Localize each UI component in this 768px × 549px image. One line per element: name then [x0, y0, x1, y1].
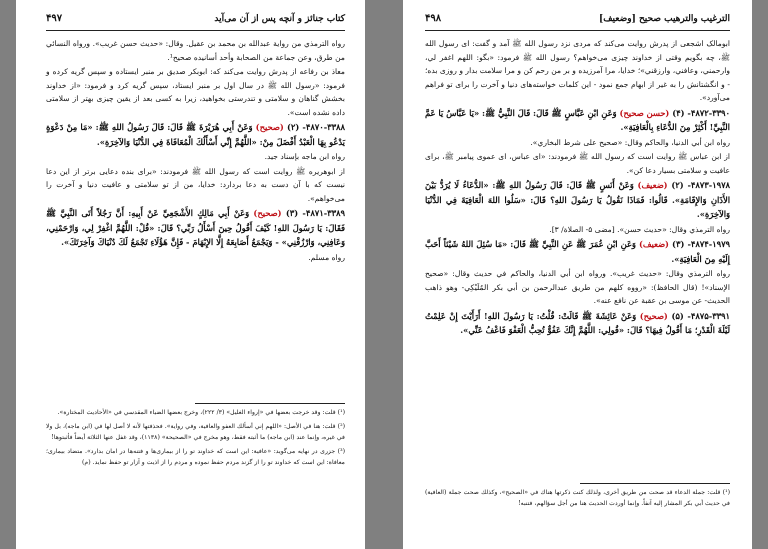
grade-label: (صحيح) [639, 310, 668, 321]
footnote: (¹) قلت: جملة الدعاء قد صحت من طريق أخرى، ولذلك كنت ذكرتها هناك في «الصحيح»، وكذلك صحت جملة (العافية) في حديث أبي بكر المشار إليه آنفاً. وإنما أوردت الحديث هنا من أجل سؤالهم، فتنبه! [425, 489, 730, 507]
hadith-5 [425, 178, 730, 222]
page-number: ۴۹۸ [425, 13, 442, 24]
page-gutter [365, 0, 403, 549]
grade-label: (ضعيف) [638, 239, 669, 249]
hadith-text: وَعَنْ أَنَسٍ ﷺ قَالَ: قَالَ رَسُولُ اللهِ ﷺ: «الدُّعَاءُ لَا يُرَدُّ بَيْنَ الأَذَانِ وَالإِقَامَةِ». قَالُوا: فَمَاذَا نَقُولُ يَا رَسُولَ اللهِ؟ قَالَ: «سَلُوا اللهَ الْعَافِيَةَ فِي الدُّنْيَا وَالآخِرَةِ». [425, 180, 730, 219]
source-note: رواه ابن أبي الدنيا، والحاكم وقال: «صحيح على شرط البخاري». [530, 137, 730, 147]
right-page [403, 0, 752, 549]
footnotes [46, 403, 345, 468]
footnote-divider [580, 483, 730, 484]
translation-paragraph: از ابن عباس ﷺ روایت است که رسول الله ﷺ فرمودند: «ای عباس، ای عموی پیامبر ﷺ، برای عافیت و سلامتی بسیار دعا کن». [425, 152, 730, 175]
hadith-number: ۴۸۷۰-۳۳۸۸- (۲) [283, 122, 345, 132]
page-header [425, 8, 730, 31]
footnote: (²) قلت: هنا في الأصل: «اللهم إني أسألك العفو والعافية، وفي رواية». فحذفتها لأنه لا أصل لها في (ابن ماجه)، بل ولا في غيره، وإنما عند (ابن ماجه) ما أثبته فقط، وهو مخرج في «الصحيحة» (۱۱۳۸)، وقد غفل عنها الثلاثة أيضاً فأثبتوها! [46, 423, 345, 441]
grade-label: (حسن صحيح) [619, 107, 670, 118]
footnote: (¹) قلت: وقد خرجت بعضها في «إرواء الغليل» (۳/ ۲۲۲)، وخرج بعضها الضياء المقدسي في «الأحاديث المختارة». [57, 409, 345, 416]
translation-paragraph: ابومالک اشجعی از پدرش روایت می‌کند که مردی نزد رسول الله ﷺ آمد و گفت: ای رسول الله ﷺ، چه بگویم وقتی از خداوند چیزی می‌خواهم؟ رسول الله ﷺ فرمود: «بگو: اللهم اغفر لي، وارحمني، وعافني، وارزقني»؛ خدایا، مرا آمرزیده و بر من رحم کن و مرا سلامت بدار و روزی بده؛ - و انگشتانش را به غیر از ابهام جمع نمود - این کلمات خواسته‌های دنیا و آخرت را برای تو فراهم می‌آورد». [425, 39, 730, 102]
footnotes [425, 483, 730, 509]
hadith-3 [46, 206, 345, 250]
hadith-text: وَعَنْ أَبِي مَالِكٍ الأَشْجَعِيِّ عَنْ أَبِيهِ: أَنَّ رَجُلاً أَتَى النَّبِيَّ ﷺ فَقَالَ: يَا رَسُولَ اللهِ! كَيْفَ أَقُولُ حِينَ أَسْأَلُ رَبِّي؟ قَالَ: «قُلْ: اللَّهُمَّ اغْفِرْ لِي، وَارْحَمْنِي، وَعَافِنِي، وَارْزُقْنِي» - وَيَجْمَعُ أَصَابِعَهُ إِلَّا الإِبْهَامَ - فَإِنَّ هَؤُلَاءِ تَجْمَعُ لَكَ دُنْيَاكَ وَآخِرَتَكَ». [46, 208, 345, 247]
hadith-text: وَعَنِ ابْنِ عَبَّاسٍ ﷺ قَالَ: قَالَ النَّبِيُّ ﷺ: «يَا عَبَّاسُ يَا عَمَّ النَّبِيِّ! أَكْثِرْ مِنَ الدُّعَاءِ بِالْعَافِيَةِ». [425, 107, 730, 132]
header-title: الترغيب والترهيب صحيح [وضعيف] [598, 14, 730, 24]
header-title: کتاب جنائز و آنچه پس از آن می‌آید [214, 14, 345, 24]
hadith-number: ۴۸۷۲-۳۳۹۰- (۴) [669, 107, 730, 118]
grade-label: (صحيح) [253, 208, 282, 218]
hadith-text: وَعَنْ عَائِشَةَ ﷺ قَالَتْ: قُلْتُ: يَا رَسُولَ اللهِ! أَرَأَيْتَ إِنْ عَلِمْتُ لَيْلَةَ الْقَدْرِ؛ مَا أَقُولُ فِيهَا؟ قَالَ: «قُولِي: اللَّهُمَّ إِنَّكَ عَفُوٌّ تُحِبُّ الْعَفْوَ فَاعْفُ عَنِّي». [425, 310, 730, 335]
hadith-text: وَعَنِ ابْنِ عُمَرَ ﷺ عَنِ النَّبِيِّ ﷺ قَالَ: «مَا سُئِلَ اللهُ شَيْئاً أَحَبَّ إِلَيْهِ مِنَ الْعَافِيَةِ». [425, 239, 730, 264]
hadith-number: ۴۸۷۴-۱۹۷۹- (۳) [668, 239, 730, 249]
hadith-2 [46, 120, 345, 149]
left-page [16, 0, 365, 549]
page-body [46, 37, 345, 264]
source-note: رواه مسلم. [308, 252, 345, 262]
translation-paragraph: معاذ بن رفاعه از پدرش روایت می‌کند که: ابوبکر صدیق بر منبر ایستاده و سپس گریه کرده و فرمود: «رسول الله ﷺ در سال اول بر منبر ایستاد، سپس گریه کرد و فرمود: «از خداوند بخشش گناهان و سلامتی و تندرستی بخواهید، زیرا به کسی بعد از یقین چیزی بهتر از سلامتی داده نشده است». [46, 67, 345, 117]
page-header [46, 8, 345, 31]
hadith-number: ۴۸۷۱-۳۳۸۹- (۳) [281, 208, 345, 218]
hadith-7 [425, 309, 730, 338]
paragraph: رواه الترمذي من رواية عبدالله بن محمد بن عقيل. وقال: «حديث حسن غريب». ورواه النسائي من طرق، وعن جماعة من الصحابة وأحد أسانيده صحيح¹. [46, 39, 345, 62]
hadith-4 [425, 106, 730, 135]
source-note: رواه الترمذي وقال: «حديث غريب». ورواه ابن أبي الدنيا، والحاكم في حديث وقال: «صحيح الإسناد»! (قال الحافظ): «رووه كلهم من طريق عبدالرحمن بن أبي بكر المُلَيْكِي- وهو ذاهب الحديث- عن موسى بن عقبة عن نافع عنه». [425, 269, 730, 305]
source-note: رواه الترمذي وقال: «حديث حسن». [مضى ۵- الصلاة/ ۳]. [549, 224, 730, 234]
footnote-divider [195, 403, 345, 404]
hadith-number: ۴۸۷۵-۳۳۹۱- (۵) [667, 310, 730, 321]
grade-label: (صحيح) [255, 122, 284, 132]
source-note: رواه ابن ماجه بإسناد جيد. [264, 152, 345, 161]
grade-label: (ضعيف) [637, 180, 668, 190]
page-body [425, 37, 730, 338]
footnote: (³) جزری در نهایه می‌گوید: «عافیة: این است که خداوند تو را از بیماری‌ها و فتنه‌ها در امان بدارد». متضاد بیماری؛ معافاة: این است که خداوند تو را از گزند مردم حفظ نموده و مردم را از اذیت و آزار تو حفظ نماید. (م) [46, 448, 345, 466]
hadith-number: ۴۸۷۳-۱۹۷۸- (۲) [667, 180, 730, 190]
page-number: ۴۹۷ [46, 13, 63, 24]
translation-paragraph: از ابوهریره ﷺ روایت است که رسول الله ﷺ فرمودند: «برای بنده دعایی برتر از این دعا نیست که با آن دست به دعا بردارد: خدایا، من از تو سلامتی و عافیت دنیا و آخرت را می‌خواهم». [46, 166, 345, 203]
hadith-text: وَعَنْ أَبِي هُرَيْرَةَ ﷺ قَالَ: قَالَ رَسُولُ اللهِ ﷺ: «مَا مِنْ دَعْوَةٍ يَدْعُو بِهَا الْعَبْدُ أَفْضَلَ مِنْ: «اللَّهُمَّ إِنِّي أَسْأَلُكَ الْمُعَافَاةَ فِي الدُّنْيَا وَالآخِرَةِ». [46, 122, 345, 147]
hadith-6 [425, 237, 730, 266]
